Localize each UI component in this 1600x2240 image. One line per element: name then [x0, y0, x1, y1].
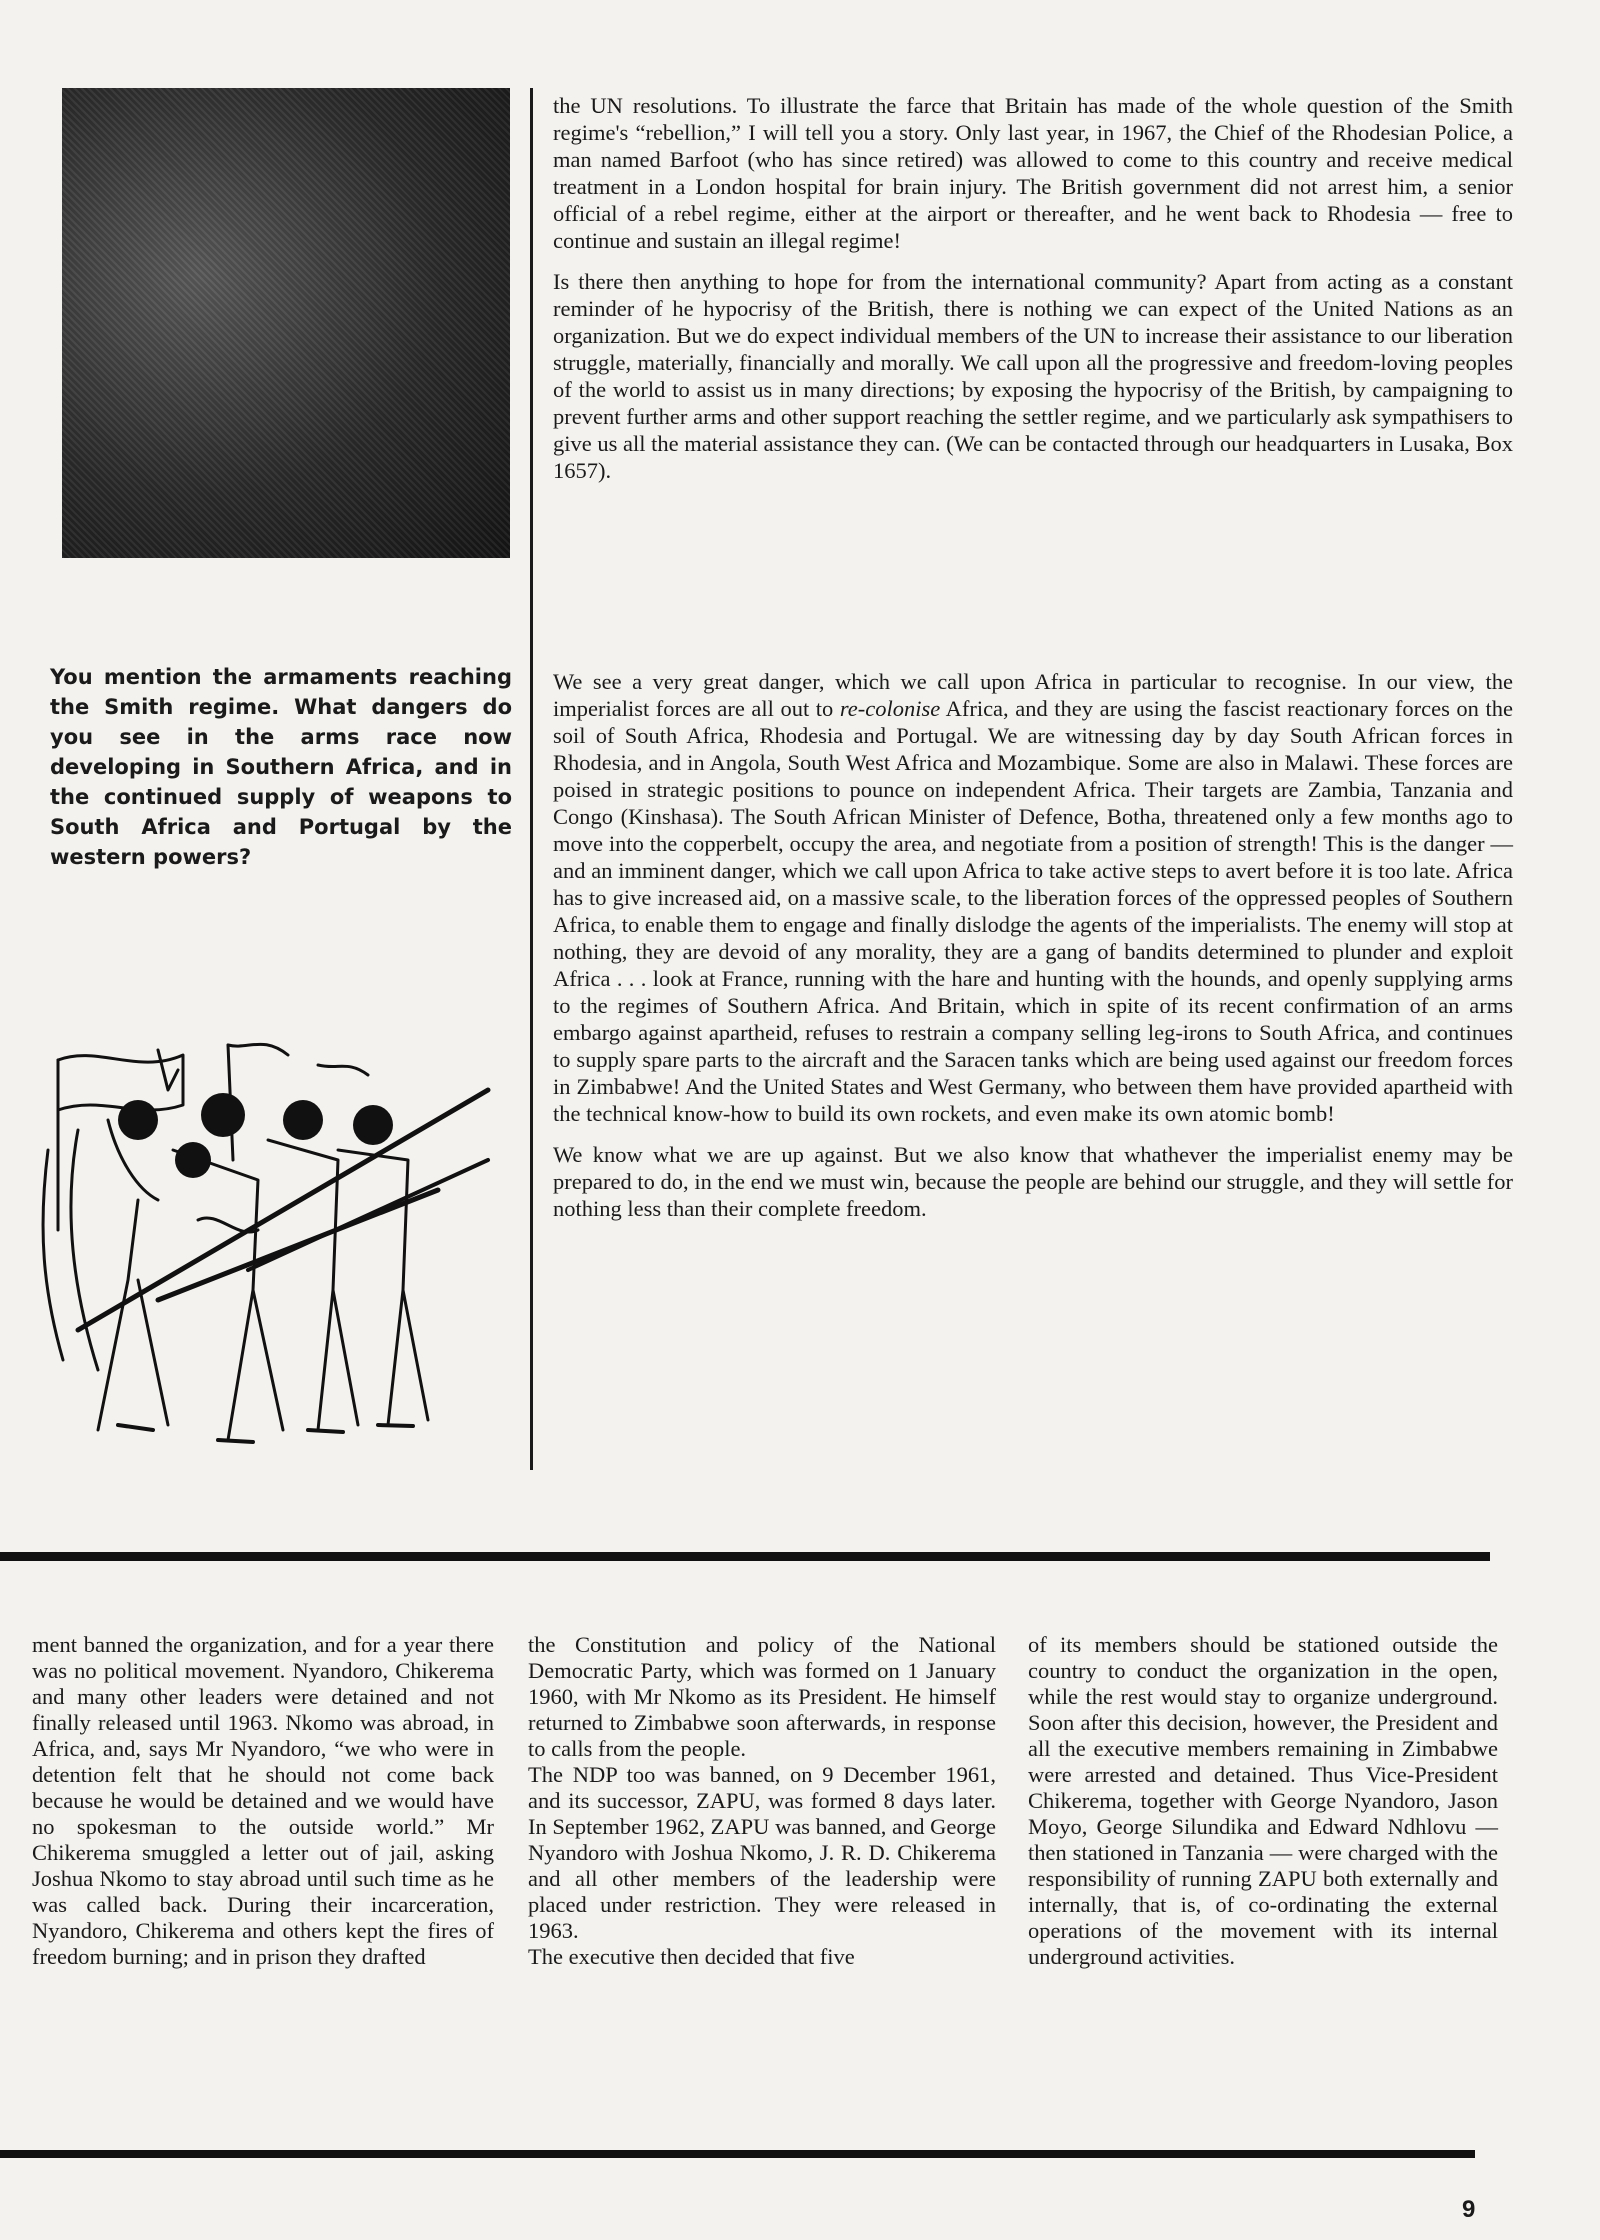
- paragraph-un-resolutions: the UN resolutions. To illustrate the farce that Britain has made of the whole question of the Smith regime's “rebellion,” I will tell you a story. Only last year, in 1967, the Chief of the Rhodesian Police, a man named Barfoot (who has since retired) was allowed to come to this country and receive medical treatment in a London hospital for brain injury. The British government did not arrest him, a senior official of a rebel regime, either at the airport or thereafter, and he went back to Rhodesia — free to continue and sustain an illegal regime!: [553, 93, 1513, 253]
- interview-question: You mention the armaments reaching the Smith regime. What dangers do you see in the arms race now developing in Southern Africa, and in the continued supply of weapons to South Africa and Portugal by the western powers?: [50, 665, 512, 869]
- section-divider-bottom: [0, 2150, 1475, 2158]
- bottom-column-3: [1028, 1632, 1498, 1970]
- column-3-text: of its members should be stationed outside the country to conduct the organization in the open, while the rest would stay to organize underground. Soon after this decision, however, the President and all the executive members remaining in Zimbabwe were arrested and detained. Thus Vice-President Chikerema, together with George Nyandoro, Jason Moyo, George Silundika and Edward Ndhlovu — then stationed in Tanzania — were charged with the responsibility of running ZAPU both externally and internally, that is, of co-ordinating the external operations of the movement with its internal underground activities.: [1028, 1632, 1498, 1969]
- answer-p1-end: Africa, and they are using the fascist reactionary forces on the soil of South Africa, Rhodesia and Portugal. We are witnessing day by day South African forces in Rhodesia, and in Angola, South West Africa and Mozambique. Some are also in Malawi. These forces are poised in strategic positions to pounce on independent Africa. Their targets are Zambia, Tanzania and Congo (Kinshasa). The South African Minister of Defence, Botha, threatened only a few months ago to move into the copperbelt, occupy the area, and negotiate from a position of strength! This is the danger — and an imminent danger, which we call upon Africa to take active steps to avert before it is too late. Africa has to give increased aid, on a massive scale, to the liberation forces of the oppressed peoples of Southern Africa, to enable them to engage and finally dislodge the agents of the imperialists. The enemy will stop at nothing, they are devoid of any morality, they are a gang of bandits determined to plunder and exploit Africa . . . look at France, running with the hare and hunting with the hounds, and openly supplying arms to the regimes of Southern Africa. And Britain, which in spite of its recent confirmation of an arms embargo against apartheid, refuses to restrain a company selling leg-irons to South Africa, and continues to supply spare parts to the aircraft and the Saracen tanks which are being used against our freedom forces in Zimbabwe! And the United States and West Germany, who between them have provided apartheid with the technical know-how to build its own rockets, and even make its own atomic bomb!: [553, 696, 1513, 1126]
- column-2-paragraph-1: the Constitution and policy of the National Democratic Party, which was formed on 1 January 1960, with Mr Nkomo as its President. He himself returned to Zimbabwe soon afterwards, in response to calls from the people.: [528, 1632, 996, 1761]
- column-1-text: ment banned the organization, and for a year there was no political movement. Nyandoro, Chikerema and many other leaders were detained and not finally released until 1963. Nkomo was abroad, in Africa, and, says Mr Nyandoro, “we who were in detention felt that he should not come back because he would be detained and we would have no spokesman to the outside world.” Mr Chikerema smuggled a letter out of jail, asking Joshua Nkomo to stay abroad until such time as he was called back. During their incarceration, Nyandoro, Chikerema and others kept the fires of freedom burning; and in prison they drafted: [32, 1632, 494, 1969]
- answer-p1-start: We see a very great danger, which we call upon Africa in particular to recognise. In our view, the imperialist forces are all out to: [553, 669, 1513, 721]
- column-2-paragraph-3: The executive then decided that five: [528, 1944, 855, 1969]
- upper-right-text: [553, 92, 1513, 498]
- answer-text: [553, 668, 1513, 1236]
- freedom-fighters-drawing: [18, 1030, 518, 1460]
- paragraph-danger: [553, 668, 1513, 1127]
- bottom-column-2: [528, 1632, 996, 1970]
- answer-emphasis: re-colonise: [839, 696, 941, 721]
- column-divider: [530, 88, 533, 1470]
- paragraph-we-must-win: We know what we are up against. But we also know that whathever the imperialist enemy may be prepared to do, in the end we must win, because the people are behind our struggle, and they will settle for nothing less than their complete freedom.: [553, 1142, 1513, 1221]
- paragraph-international-community: Is there then anything to hope for from the international community? Apart from acting as a constant reminder of he hypocrisy of the British, there is nothing we can expect of the United Nations as an organization. But we do expect individual members of the UN to increase their assistance to our liberation struggle, materially, financially and morally. We call upon all the progressive and freedom-loving peoples of the world to assist us in many directions; by exposing the hypocrisy of the British, by campaigning to prevent further arms and other support reaching the settler regime, and we particularly ask sympathisers to give us all the material assistance they can. (We can be contacted through our headquarters in Lusaka, Box 1657).: [553, 269, 1513, 483]
- bottom-column-1: [32, 1632, 494, 1970]
- guerrilla-photo: [62, 88, 510, 558]
- section-divider-top: [0, 1552, 1490, 1561]
- column-2-paragraph-2: The NDP too was banned, on 9 December 1961, and its successor, ZAPU, was formed 8 days later. In September 1962, ZAPU was banned, and George Nyandoro with Joshua Nkomo, J. R. D. Chikerema and all other members of the leadership were placed under restriction. They were released in 1963.: [528, 1762, 996, 1943]
- page-number: 9: [1462, 2196, 1476, 2223]
